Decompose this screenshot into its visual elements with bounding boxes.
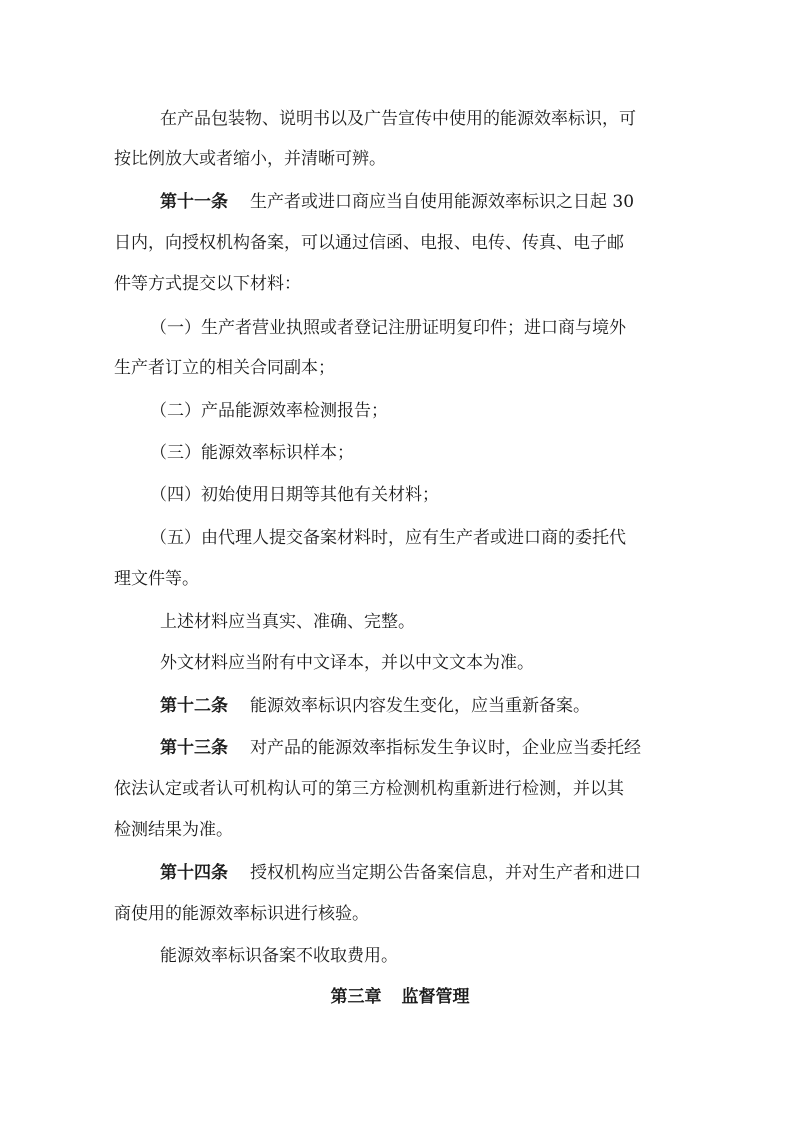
chapter-number: 第三章: [330, 987, 382, 1007]
paragraph-line: 对产品的能源效率指标发生争议时，企业应当委托经: [250, 738, 641, 758]
paragraph-line: 生产者或进口商应当自使用能源效率标识之日起 30: [250, 192, 635, 212]
article-heading: 第十三条: [160, 738, 228, 758]
article-12: [0, 694, 800, 718]
paragraph-line: 授权机构应当定期公告备案信息，并对生产者和进口: [250, 863, 641, 883]
paragraph-line: 生产者订立的相关合同副本；: [114, 358, 335, 378]
list-item: （三）能源效率标识样本；: [150, 443, 354, 463]
list-item: （一）生产者营业执照或者登记注册证明复印件；进口商与境外: [150, 318, 626, 338]
article-heading: 第十四条: [160, 863, 228, 883]
list-item: （四）初始使用日期等其他有关材料；: [150, 485, 439, 505]
article-heading: 第十一条: [160, 192, 228, 212]
list-item: （二）产品能源效率检测报告；: [150, 401, 388, 421]
paragraph-line: 上述材料应当真实、准确、完整。: [160, 612, 415, 632]
paragraph-line: 日内，向授权机构备案，可以通过信函、电报、电传、传真、电子邮: [114, 233, 624, 253]
paragraph-line: 按比例放大或者缩小，并清晰可辨。: [114, 149, 386, 169]
list-item: （五）由代理人提交备案材料时，应有生产者或进口商的委托代: [150, 528, 626, 548]
paragraph-line: 理文件等。: [114, 569, 199, 589]
paragraph-line: 商使用的能源效率标识进行核验。: [114, 904, 369, 924]
article-13: [0, 736, 800, 760]
chapter-heading: [0, 985, 800, 1009]
article-14: [0, 861, 800, 885]
article-heading: 第十二条: [160, 696, 228, 716]
paragraph-line: 检测结果为准。: [114, 820, 233, 840]
paragraph-line: 依法认定或者认可机构认可的第三方检测机构重新进行检测，并以其: [114, 779, 624, 799]
paragraph-line: 能源效率标识内容发生变化，应当重新备案。: [250, 696, 590, 716]
paragraph-line: 件等方式提交以下材料：: [114, 274, 301, 294]
paragraph-line: 在产品包装物、说明书以及广告宣传中使用的能源效率标识，可: [160, 109, 636, 129]
paragraph-line: 外文材料应当附有中文译本，并以中文文本为准。: [160, 653, 534, 673]
article-11: [0, 190, 800, 214]
paragraph-line: 能源效率标识备案不收取费用。: [160, 946, 398, 966]
chapter-title: 监督管理: [401, 987, 470, 1007]
